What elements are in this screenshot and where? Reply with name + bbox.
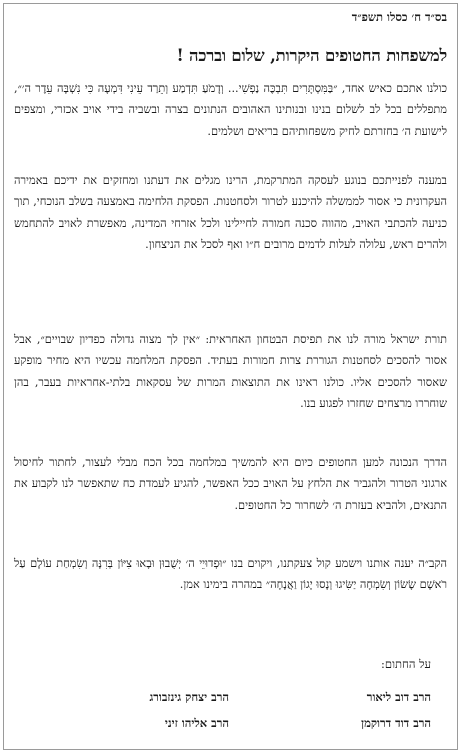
letter-title: למשפחות החטופים היקרות, שלום וברכה ! <box>176 46 447 65</box>
signature-name: הרב דוד דרוקמן <box>361 716 431 730</box>
paragraph-5: הקב״ה יענה אותנו וישמע קול צעקתנו, ויקוים בנו ״וּפְדוּיֵי ה׳ יְשֻׁבוּן וּבָאוּ צִיּוֹן בְּרִנָּה וְשִׂמְחַת עוֹלָם עַל רֹאשָׁם שָׂשׂוֹן וְשִׂמְחָה יַשִּׂיגוּ וְנָסוּ יָגוֹן וַאֲנָחָה״ במהרה בימינו אמן. <box>14 557 447 592</box>
signature-name: הרב יצחק גינזבורג <box>149 690 229 704</box>
letter-page <box>3 3 458 750</box>
paragraph-1: כולנו אתכם כאיש אחד, ״בַּמִּסְתָּרִים תִּבְכֶּה נַפְשִׁי... וְדָמֹעַ תִּדְמַע וְתֵרַד עֵינִי דִּמְעָה כִּי נִשְׁבָּה עֵדֶר ה׳״, מתפללים בכל לב לשלום בנינו ובנותינו האהובים הנתונים בצרה ובשביה בידי אויב אכזרי, ומצפים לישועת ה׳ בחזרתם לחיק משפחותיהם בריאים ושלמים. <box>14 82 447 138</box>
date-line: בס״ד ח׳ כסלו תשפ״ד <box>351 10 447 24</box>
paragraph-3: תורת ישראל מורה לנו את תפיסת הבטחון האחראית: ״אין לך מצוה גדולה כפדיון שבויים״, אבל אסור להסכים לסחטנות הגוררת צרות חמורות בעתיד. הפסקת המלחמה עכשיו היא מחיר מופקע שאסור להסכים אליו. כולנו ראינו את התוצאות המרות של עסקאות בלתי-אחראיות בעבר, בהן שוחררו מרצחים שחזרו לפגוע בנו. <box>14 333 447 410</box>
paragraph-4: הדרך הנכונה למען החטופים כיום היא להמשיך במלחמה בכל הכח מבלי לעצור, לחתור לחיסול ארגוני הטרור ולהגביר את הלחץ על האויב ככל האפשר, להגיע לעמדת כח שתאפשר לנו לקבוע את התנאים, ולהביא בעזרת ה׳ לשחרור כל החטופים. <box>14 456 447 512</box>
signature-name: הרב אליהו זיני <box>164 716 229 730</box>
signature-name: הרב דוב ליאור <box>366 690 431 704</box>
signatures-label: על החתום: <box>381 657 431 671</box>
paragraph-2: במענה לפנייתכם בנוגע לעסקה המתרקמת, הרינו מגלים את דעתנו ומחזקים את ידיכם באמירה העקרונית כי אסור לממשלה להיכנע לטרור ולסחטנות. הפסקת הלחימה באמצעה בשלב הנוכחי, תוך כניעה להכתבי האויב, מהווה סכנה חמורה לחיילינו ולכל אזרחי המדינה, מאפשרת לאויב להתחמש ולהרים ראש, עלולה לעלות לדמים מרובים ח״ו ואף לסכל את הניצחון. <box>14 174 447 251</box>
